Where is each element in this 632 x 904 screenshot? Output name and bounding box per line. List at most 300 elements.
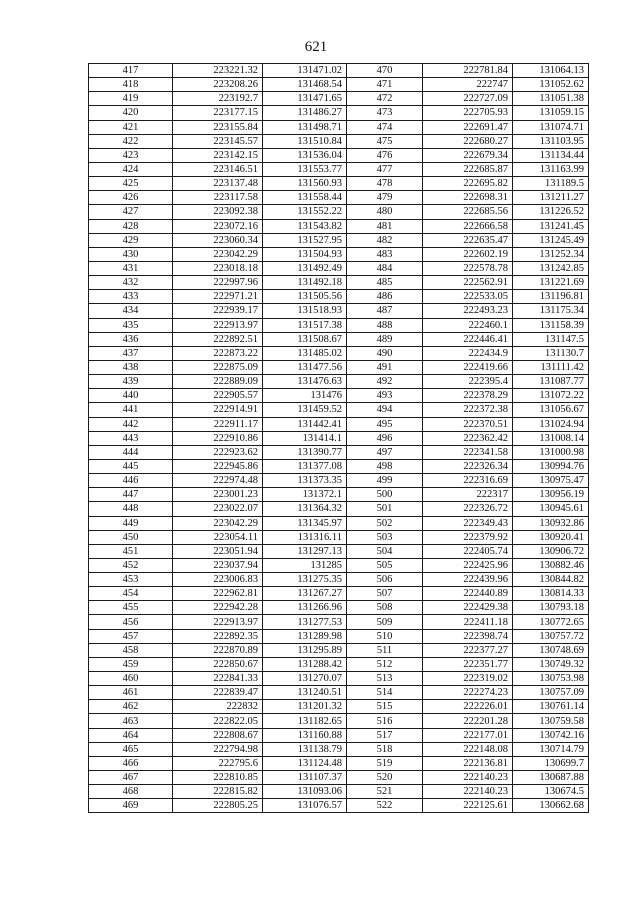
point-number-cell: 423 bbox=[89, 148, 173, 162]
point-number-cell: 441 bbox=[89, 403, 173, 417]
point-number-cell: 485 bbox=[347, 276, 423, 290]
x-coordinate-cell: 223042.29 bbox=[173, 516, 263, 530]
y-coordinate-cell: 131201.32 bbox=[263, 700, 347, 714]
point-number-cell: 504 bbox=[347, 544, 423, 558]
x-coordinate-cell: 222635.47 bbox=[423, 233, 513, 247]
point-number-cell: 488 bbox=[347, 318, 423, 332]
y-coordinate-cell: 131267.27 bbox=[263, 587, 347, 601]
x-coordinate-cell: 223051.94 bbox=[173, 544, 263, 558]
point-number-cell: 475 bbox=[347, 134, 423, 148]
x-coordinate-cell: 222685.56 bbox=[423, 205, 513, 219]
x-coordinate-cell: 222140.23 bbox=[423, 785, 513, 799]
x-coordinate-cell: 222326.34 bbox=[423, 459, 513, 473]
y-coordinate-cell: 130742.16 bbox=[513, 728, 589, 742]
x-coordinate-cell: 222666.58 bbox=[423, 219, 513, 233]
x-coordinate-cell: 222695.82 bbox=[423, 177, 513, 191]
x-coordinate-cell: 222372.38 bbox=[423, 403, 513, 417]
y-coordinate-cell: 130687.88 bbox=[513, 771, 589, 785]
y-coordinate-cell: 131130.7 bbox=[513, 346, 589, 360]
y-coordinate-cell: 131241.45 bbox=[513, 219, 589, 233]
table-row bbox=[89, 318, 589, 332]
point-number-cell: 459 bbox=[89, 657, 173, 671]
x-coordinate-cell: 223060.34 bbox=[173, 233, 263, 247]
table-row bbox=[89, 290, 589, 304]
x-coordinate-cell: 222870.89 bbox=[173, 643, 263, 657]
table-row bbox=[89, 742, 589, 756]
y-coordinate-cell: 131510.84 bbox=[263, 134, 347, 148]
x-coordinate-cell: 222136.81 bbox=[423, 756, 513, 770]
point-number-cell: 422 bbox=[89, 134, 173, 148]
y-coordinate-cell: 131245.49 bbox=[513, 233, 589, 247]
x-coordinate-cell: 222974.48 bbox=[173, 474, 263, 488]
point-number-cell: 502 bbox=[347, 516, 423, 530]
y-coordinate-cell: 131297.13 bbox=[263, 544, 347, 558]
x-coordinate-cell: 222892.35 bbox=[173, 629, 263, 643]
y-coordinate-cell: 131087.77 bbox=[513, 375, 589, 389]
point-number-cell: 497 bbox=[347, 445, 423, 459]
x-coordinate-cell: 223155.84 bbox=[173, 120, 263, 134]
y-coordinate-cell: 131107.37 bbox=[263, 771, 347, 785]
x-coordinate-cell: 222379.92 bbox=[423, 530, 513, 544]
y-coordinate-cell: 131476.63 bbox=[263, 375, 347, 389]
x-coordinate-cell: 223146.51 bbox=[173, 162, 263, 176]
point-number-cell: 513 bbox=[347, 672, 423, 686]
x-coordinate-cell: 222326.72 bbox=[423, 502, 513, 516]
point-number-cell: 476 bbox=[347, 148, 423, 162]
y-coordinate-cell: 131364.32 bbox=[263, 502, 347, 516]
y-coordinate-cell: 130662.68 bbox=[513, 799, 589, 813]
x-coordinate-cell: 222939.17 bbox=[173, 304, 263, 318]
y-coordinate-cell: 131072.22 bbox=[513, 389, 589, 403]
point-number-cell: 463 bbox=[89, 714, 173, 728]
point-number-cell: 461 bbox=[89, 686, 173, 700]
table-row bbox=[89, 474, 589, 488]
y-coordinate-cell: 131196.81 bbox=[513, 290, 589, 304]
x-coordinate-cell: 222349.43 bbox=[423, 516, 513, 530]
x-coordinate-cell: 222727.09 bbox=[423, 92, 513, 106]
y-coordinate-cell: 131008.14 bbox=[513, 431, 589, 445]
x-coordinate-cell: 222370.51 bbox=[423, 417, 513, 431]
x-coordinate-cell: 222680.27 bbox=[423, 134, 513, 148]
point-number-cell: 505 bbox=[347, 558, 423, 572]
point-number-cell: 450 bbox=[89, 530, 173, 544]
point-number-cell: 518 bbox=[347, 742, 423, 756]
x-coordinate-cell: 222923.62 bbox=[173, 445, 263, 459]
x-coordinate-cell: 222942.28 bbox=[173, 601, 263, 615]
table-row bbox=[89, 304, 589, 318]
y-coordinate-cell: 131124.48 bbox=[263, 756, 347, 770]
point-number-cell: 464 bbox=[89, 728, 173, 742]
y-coordinate-cell: 131553.77 bbox=[263, 162, 347, 176]
y-coordinate-cell: 131560.93 bbox=[263, 177, 347, 191]
table-row bbox=[89, 360, 589, 374]
x-coordinate-cell: 223006.83 bbox=[173, 573, 263, 587]
y-coordinate-cell: 131288.42 bbox=[263, 657, 347, 671]
table-row bbox=[89, 120, 589, 134]
x-coordinate-cell: 222962.81 bbox=[173, 587, 263, 601]
y-coordinate-cell: 131211.27 bbox=[513, 191, 589, 205]
table-row bbox=[89, 134, 589, 148]
point-number-cell: 453 bbox=[89, 573, 173, 587]
table-row bbox=[89, 261, 589, 275]
point-number-cell: 443 bbox=[89, 431, 173, 445]
x-coordinate-cell: 222419.66 bbox=[423, 360, 513, 374]
y-coordinate-cell: 131377.08 bbox=[263, 459, 347, 473]
x-coordinate-cell: 223137.48 bbox=[173, 177, 263, 191]
point-number-cell: 477 bbox=[347, 162, 423, 176]
table-row bbox=[89, 558, 589, 572]
page-number: 621 bbox=[304, 39, 328, 55]
y-coordinate-cell: 131093.06 bbox=[263, 785, 347, 799]
y-coordinate-cell: 130699.7 bbox=[513, 756, 589, 770]
y-coordinate-cell: 131059.15 bbox=[513, 106, 589, 120]
y-coordinate-cell: 131138.79 bbox=[263, 742, 347, 756]
table-row bbox=[89, 573, 589, 587]
point-number-cell: 445 bbox=[89, 459, 173, 473]
point-number-cell: 427 bbox=[89, 205, 173, 219]
point-number-cell: 432 bbox=[89, 276, 173, 290]
x-coordinate-cell: 222405.74 bbox=[423, 544, 513, 558]
y-coordinate-cell: 130714.79 bbox=[513, 742, 589, 756]
x-coordinate-cell: 222316.69 bbox=[423, 474, 513, 488]
y-coordinate-cell: 131518.93 bbox=[263, 304, 347, 318]
table-row bbox=[89, 148, 589, 162]
y-coordinate-cell: 131536.04 bbox=[263, 148, 347, 162]
x-coordinate-cell: 222691.47 bbox=[423, 120, 513, 134]
table-row bbox=[89, 516, 589, 530]
x-coordinate-cell: 222905.57 bbox=[173, 389, 263, 403]
x-coordinate-cell: 222395.4 bbox=[423, 375, 513, 389]
point-number-cell: 494 bbox=[347, 403, 423, 417]
table-row bbox=[89, 615, 589, 629]
y-coordinate-cell: 131498.71 bbox=[263, 120, 347, 134]
point-number-cell: 425 bbox=[89, 177, 173, 191]
table-row bbox=[89, 375, 589, 389]
point-number-cell: 433 bbox=[89, 290, 173, 304]
table-row bbox=[89, 431, 589, 445]
point-number-cell: 484 bbox=[347, 261, 423, 275]
point-number-cell: 447 bbox=[89, 488, 173, 502]
point-number-cell: 468 bbox=[89, 785, 173, 799]
point-number-cell: 439 bbox=[89, 375, 173, 389]
table-row bbox=[89, 106, 589, 120]
y-coordinate-cell: 131471.65 bbox=[263, 92, 347, 106]
point-number-cell: 490 bbox=[347, 346, 423, 360]
x-coordinate-cell: 222274.23 bbox=[423, 686, 513, 700]
x-coordinate-cell: 222533.05 bbox=[423, 290, 513, 304]
table-row bbox=[89, 403, 589, 417]
point-number-cell: 501 bbox=[347, 502, 423, 516]
x-coordinate-cell: 222795.6 bbox=[173, 756, 263, 770]
x-coordinate-cell: 222377.27 bbox=[423, 643, 513, 657]
x-coordinate-cell: 222562.91 bbox=[423, 276, 513, 290]
x-coordinate-cell: 222201.28 bbox=[423, 714, 513, 728]
x-coordinate-cell: 222913.97 bbox=[173, 318, 263, 332]
x-coordinate-cell: 223192.7 bbox=[173, 92, 263, 106]
y-coordinate-cell: 131372.1 bbox=[263, 488, 347, 502]
table-row bbox=[89, 247, 589, 261]
point-number-cell: 514 bbox=[347, 686, 423, 700]
x-coordinate-cell: 222910.86 bbox=[173, 431, 263, 445]
point-number-cell: 435 bbox=[89, 318, 173, 332]
point-number-cell: 420 bbox=[89, 106, 173, 120]
y-coordinate-cell: 131558.44 bbox=[263, 191, 347, 205]
x-coordinate-cell: 223142.15 bbox=[173, 148, 263, 162]
point-number-cell: 519 bbox=[347, 756, 423, 770]
y-coordinate-cell: 130753.98 bbox=[513, 672, 589, 686]
point-number-cell: 466 bbox=[89, 756, 173, 770]
y-coordinate-cell: 131459.52 bbox=[263, 403, 347, 417]
point-number-cell: 473 bbox=[347, 106, 423, 120]
y-coordinate-cell: 131345.97 bbox=[263, 516, 347, 530]
point-number-cell: 455 bbox=[89, 601, 173, 615]
table-row bbox=[89, 728, 589, 742]
point-number-cell: 521 bbox=[347, 785, 423, 799]
point-number-cell: 431 bbox=[89, 261, 173, 275]
table-row bbox=[89, 672, 589, 686]
point-number-cell: 462 bbox=[89, 700, 173, 714]
y-coordinate-cell: 130814.33 bbox=[513, 587, 589, 601]
y-coordinate-cell: 131270.07 bbox=[263, 672, 347, 686]
point-number-cell: 482 bbox=[347, 233, 423, 247]
y-coordinate-cell: 130793.18 bbox=[513, 601, 589, 615]
y-coordinate-cell: 131240.51 bbox=[263, 686, 347, 700]
y-coordinate-cell: 131242.85 bbox=[513, 261, 589, 275]
x-coordinate-cell: 222875.09 bbox=[173, 360, 263, 374]
y-coordinate-cell: 130772.65 bbox=[513, 615, 589, 629]
x-coordinate-cell: 222602.19 bbox=[423, 247, 513, 261]
point-number-cell: 417 bbox=[89, 64, 173, 78]
table-row bbox=[89, 714, 589, 728]
x-coordinate-cell: 222873.22 bbox=[173, 346, 263, 360]
point-number-cell: 512 bbox=[347, 657, 423, 671]
x-coordinate-cell: 222839.47 bbox=[173, 686, 263, 700]
y-coordinate-cell: 131103.95 bbox=[513, 134, 589, 148]
x-coordinate-cell: 222398.74 bbox=[423, 629, 513, 643]
y-coordinate-cell: 130932.86 bbox=[513, 516, 589, 530]
table-row bbox=[89, 162, 589, 176]
table-row bbox=[89, 78, 589, 92]
y-coordinate-cell: 131373.35 bbox=[263, 474, 347, 488]
y-coordinate-cell: 131517.38 bbox=[263, 318, 347, 332]
y-coordinate-cell: 131552.22 bbox=[263, 205, 347, 219]
table-row bbox=[89, 191, 589, 205]
coordinate-table bbox=[88, 63, 589, 813]
x-coordinate-cell: 222805.25 bbox=[173, 799, 263, 813]
y-coordinate-cell: 131000.98 bbox=[513, 445, 589, 459]
x-coordinate-cell: 223221.32 bbox=[173, 64, 263, 78]
point-number-cell: 479 bbox=[347, 191, 423, 205]
y-coordinate-cell: 131074.71 bbox=[513, 120, 589, 134]
point-number-cell: 515 bbox=[347, 700, 423, 714]
point-number-cell: 424 bbox=[89, 162, 173, 176]
point-number-cell: 499 bbox=[347, 474, 423, 488]
table-row bbox=[89, 205, 589, 219]
y-coordinate-cell: 131492.18 bbox=[263, 276, 347, 290]
y-coordinate-cell: 130674.5 bbox=[513, 785, 589, 799]
y-coordinate-cell: 131158.39 bbox=[513, 318, 589, 332]
point-number-cell: 418 bbox=[89, 78, 173, 92]
point-number-cell: 517 bbox=[347, 728, 423, 742]
table-row bbox=[89, 417, 589, 431]
point-number-cell: 437 bbox=[89, 346, 173, 360]
point-number-cell: 507 bbox=[347, 587, 423, 601]
y-coordinate-cell: 130956.19 bbox=[513, 488, 589, 502]
x-coordinate-cell: 222832 bbox=[173, 700, 263, 714]
x-coordinate-cell: 222493.23 bbox=[423, 304, 513, 318]
table-row bbox=[89, 346, 589, 360]
y-coordinate-cell: 131266.96 bbox=[263, 601, 347, 615]
x-coordinate-cell: 222226.01 bbox=[423, 700, 513, 714]
y-coordinate-cell: 131295.89 bbox=[263, 643, 347, 657]
x-coordinate-cell: 222578.78 bbox=[423, 261, 513, 275]
y-coordinate-cell: 131189.5 bbox=[513, 177, 589, 191]
x-coordinate-cell: 222679.34 bbox=[423, 148, 513, 162]
point-number-cell: 421 bbox=[89, 120, 173, 134]
y-coordinate-cell: 130844.82 bbox=[513, 573, 589, 587]
point-number-cell: 480 bbox=[347, 205, 423, 219]
table-row bbox=[89, 601, 589, 615]
y-coordinate-cell: 131051.38 bbox=[513, 92, 589, 106]
x-coordinate-cell: 222317 bbox=[423, 488, 513, 502]
x-coordinate-cell: 222705.93 bbox=[423, 106, 513, 120]
y-coordinate-cell: 131477.56 bbox=[263, 360, 347, 374]
x-coordinate-cell: 222685.87 bbox=[423, 162, 513, 176]
table-row bbox=[89, 92, 589, 106]
y-coordinate-cell: 130757.72 bbox=[513, 629, 589, 643]
y-coordinate-cell: 131175.34 bbox=[513, 304, 589, 318]
x-coordinate-cell: 222794.98 bbox=[173, 742, 263, 756]
y-coordinate-cell: 131163.99 bbox=[513, 162, 589, 176]
point-number-cell: 516 bbox=[347, 714, 423, 728]
table-row bbox=[89, 587, 589, 601]
table-row bbox=[89, 332, 589, 346]
point-number-cell: 492 bbox=[347, 375, 423, 389]
x-coordinate-cell: 223208.26 bbox=[173, 78, 263, 92]
y-coordinate-cell: 131147.5 bbox=[513, 332, 589, 346]
y-coordinate-cell: 131160.88 bbox=[263, 728, 347, 742]
y-coordinate-cell: 131182.65 bbox=[263, 714, 347, 728]
x-coordinate-cell: 222125.61 bbox=[423, 799, 513, 813]
x-coordinate-cell: 222815.82 bbox=[173, 785, 263, 799]
y-coordinate-cell: 130882.46 bbox=[513, 558, 589, 572]
x-coordinate-cell: 222319.02 bbox=[423, 672, 513, 686]
table-row bbox=[89, 530, 589, 544]
y-coordinate-cell: 131485.02 bbox=[263, 346, 347, 360]
y-coordinate-cell: 131076.57 bbox=[263, 799, 347, 813]
y-coordinate-cell: 131476 bbox=[263, 389, 347, 403]
point-number-cell: 503 bbox=[347, 530, 423, 544]
x-coordinate-cell: 222971.21 bbox=[173, 290, 263, 304]
point-number-cell: 454 bbox=[89, 587, 173, 601]
point-number-cell: 509 bbox=[347, 615, 423, 629]
table-row bbox=[89, 771, 589, 785]
point-number-cell: 456 bbox=[89, 615, 173, 629]
y-coordinate-cell: 130920.41 bbox=[513, 530, 589, 544]
point-number-cell: 498 bbox=[347, 459, 423, 473]
x-coordinate-cell: 223042.29 bbox=[173, 247, 263, 261]
point-number-cell: 428 bbox=[89, 219, 173, 233]
x-coordinate-cell: 222781.84 bbox=[423, 64, 513, 78]
y-coordinate-cell: 131486.27 bbox=[263, 106, 347, 120]
point-number-cell: 483 bbox=[347, 247, 423, 261]
y-coordinate-cell: 131226.52 bbox=[513, 205, 589, 219]
x-coordinate-cell: 222446.41 bbox=[423, 332, 513, 346]
point-number-cell: 511 bbox=[347, 643, 423, 657]
x-coordinate-cell: 222914.91 bbox=[173, 403, 263, 417]
point-number-cell: 442 bbox=[89, 417, 173, 431]
x-coordinate-cell: 222341.58 bbox=[423, 445, 513, 459]
x-coordinate-cell: 222460.1 bbox=[423, 318, 513, 332]
y-coordinate-cell: 131527.95 bbox=[263, 233, 347, 247]
point-number-cell: 419 bbox=[89, 92, 173, 106]
y-coordinate-cell: 131252.34 bbox=[513, 247, 589, 261]
table-row bbox=[89, 785, 589, 799]
y-coordinate-cell: 131316.11 bbox=[263, 530, 347, 544]
y-coordinate-cell: 131505.56 bbox=[263, 290, 347, 304]
x-coordinate-cell: 222434.9 bbox=[423, 346, 513, 360]
x-coordinate-cell: 222378.29 bbox=[423, 389, 513, 403]
y-coordinate-cell: 131052.62 bbox=[513, 78, 589, 92]
y-coordinate-cell: 130757.09 bbox=[513, 686, 589, 700]
x-coordinate-cell: 222997.96 bbox=[173, 276, 263, 290]
table-row bbox=[89, 488, 589, 502]
table-row bbox=[89, 219, 589, 233]
x-coordinate-cell: 222411.18 bbox=[423, 615, 513, 629]
y-coordinate-cell: 131275.35 bbox=[263, 573, 347, 587]
point-number-cell: 500 bbox=[347, 488, 423, 502]
x-coordinate-cell: 223145.57 bbox=[173, 134, 263, 148]
point-number-cell: 438 bbox=[89, 360, 173, 374]
point-number-cell: 506 bbox=[347, 573, 423, 587]
point-number-cell: 474 bbox=[347, 120, 423, 134]
x-coordinate-cell: 222850.67 bbox=[173, 657, 263, 671]
point-number-cell: 451 bbox=[89, 544, 173, 558]
x-coordinate-cell: 222439.96 bbox=[423, 573, 513, 587]
point-number-cell: 467 bbox=[89, 771, 173, 785]
y-coordinate-cell: 131285 bbox=[263, 558, 347, 572]
point-number-cell: 478 bbox=[347, 177, 423, 191]
point-number-cell: 510 bbox=[347, 629, 423, 643]
x-coordinate-cell: 223054.11 bbox=[173, 530, 263, 544]
y-coordinate-cell: 131508.67 bbox=[263, 332, 347, 346]
x-coordinate-cell: 222945.86 bbox=[173, 459, 263, 473]
table-row bbox=[89, 445, 589, 459]
table-row bbox=[89, 389, 589, 403]
table-row bbox=[89, 657, 589, 671]
x-coordinate-cell: 222429.38 bbox=[423, 601, 513, 615]
point-number-cell: 465 bbox=[89, 742, 173, 756]
point-number-cell: 491 bbox=[347, 360, 423, 374]
table-row bbox=[89, 177, 589, 191]
y-coordinate-cell: 131504.93 bbox=[263, 247, 347, 261]
x-coordinate-cell: 222148.08 bbox=[423, 742, 513, 756]
y-coordinate-cell: 131414.1 bbox=[263, 431, 347, 445]
x-coordinate-cell: 223022.07 bbox=[173, 502, 263, 516]
point-number-cell: 471 bbox=[347, 78, 423, 92]
x-coordinate-cell: 222362.42 bbox=[423, 431, 513, 445]
x-coordinate-cell: 222892.51 bbox=[173, 332, 263, 346]
point-number-cell: 457 bbox=[89, 629, 173, 643]
y-coordinate-cell: 130945.61 bbox=[513, 502, 589, 516]
y-coordinate-cell: 131064.13 bbox=[513, 64, 589, 78]
x-coordinate-cell: 223092.38 bbox=[173, 205, 263, 219]
point-number-cell: 426 bbox=[89, 191, 173, 205]
x-coordinate-cell: 223037.94 bbox=[173, 558, 263, 572]
point-number-cell: 489 bbox=[347, 332, 423, 346]
point-number-cell: 446 bbox=[89, 474, 173, 488]
x-coordinate-cell: 223018.18 bbox=[173, 261, 263, 275]
